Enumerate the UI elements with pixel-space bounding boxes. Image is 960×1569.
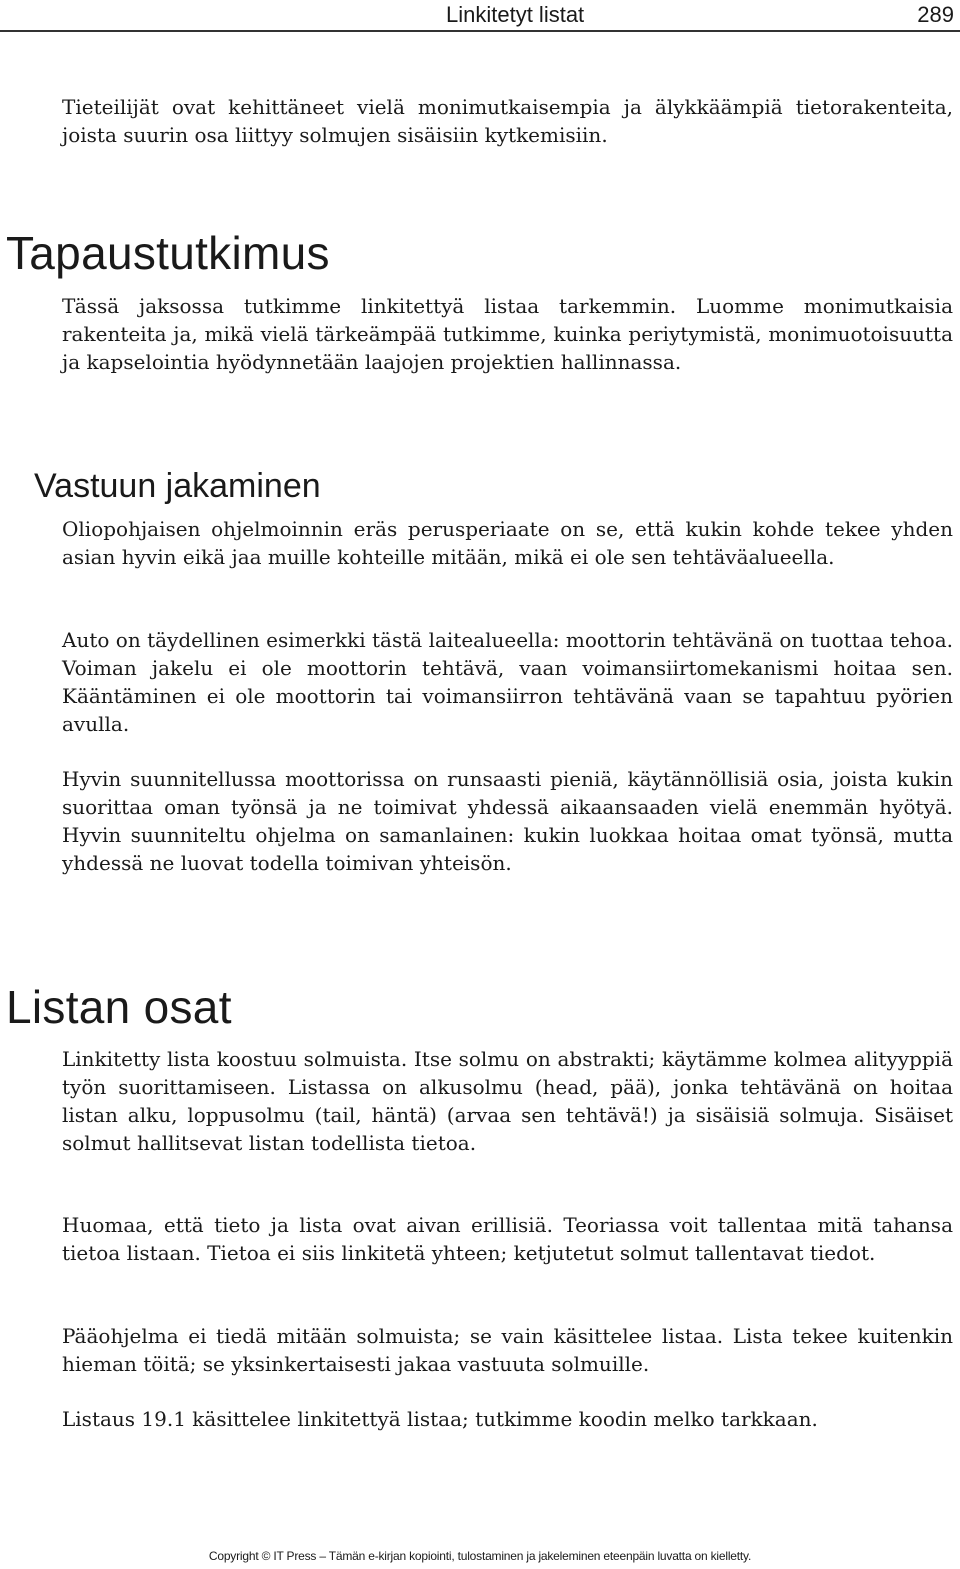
page-header bbox=[0, 0, 960, 32]
section-heading-case-study: Tapaustutkimus bbox=[6, 227, 330, 279]
case-study-paragraph: Tässä jaksossa tutkimme linkitettyä listaa tarkemmin. Luomme monimutkaisia rakenteita ja, mikä vielä tärkeämpää tutkimme, kuinka periytymistä, monimuotoisuutta ja kapselointia hyödynnetään laajojen projektien hallinnassa. bbox=[62, 294, 953, 374]
list-parts-paragraph-4: Listaus 19.1 käsittelee linkitettyä listaa; tutkimme koodin melko tarkkaan. bbox=[62, 1407, 818, 1431]
section-heading-list-parts: Listan osat bbox=[6, 981, 232, 1033]
list-parts-paragraph-2: Huomaa, että tieto ja lista ovat aivan erillisiä. Teoriassa voit tallentaa mitä tahansa tietoa listaan. Tietoa ei siis linkitetä yhteen; ketjutetut solmut tallentavat tiedot. bbox=[62, 1213, 953, 1265]
list-parts-paragraph-3: Pääohjelma ei tiedä mitään solmuista; se vain käsittelee listaa. Lista tekee kuitenkin hieman töitä; se yksinkertaisesti jakaa vastuuta solmuille. bbox=[62, 1324, 953, 1376]
copyright-footer: Copyright © IT Press – Tämän e-kirjan kopiointi, tulostaminen ja jakeleminen eteenpäin luvatta on kielletty. bbox=[208, 1549, 752, 1563]
responsibility-paragraph-1: Oliopohjaisen ohjelmoinnin eräs perusperiaate on se, että kukin kohde tekee yhden asian hyvin eikä jaa muille kohteille mitään, mikä ei ole sen tehtäväalueella. bbox=[62, 517, 953, 569]
responsibility-paragraph-3: Hyvin suunnitellussa moottorissa on runsaasti pieniä, käytännöllisiä osia, joista kukin suorittaa oman työnsä ja ne toimivat yhdessä aikaansaaden vielä enemmän hyötyä. Hyvin suunniteltu ohjelma on samanlainen: kukin luokkaa hoitaa omat työnsä, mutta yhdessä ne luovat todella toimivan yhteisön. bbox=[62, 767, 953, 875]
section-heading-responsibility: Vastuun jakaminen bbox=[34, 467, 321, 505]
responsibility-paragraph-2: Auto on täydellinen esimerkki tästä laitealueella: moottorin tehtävänä on tuottaa tehoa. Voiman jakelu ei ole moottorin tehtävä, vaan voimansiirtomekanismi hoitaa sen. Kääntäminen ei ole moottorin tai voimansiirron tehtävänä vaan se tapahtuu pyörien avulla. bbox=[62, 628, 953, 736]
list-parts-paragraph-1: Linkitetty lista koostuu solmuista. Itse solmu on abstrakti; käytämme kolmea alityyppiä työn suorittamiseen. Listassa on alkusolmu (head, pää), jonka tehtävänä on hoitaa listan alku, loppusolmu (tail, häntä) (arvaa sen tehtävä!) ja sisäisiä solmuja. Sisäiset solmut hallitsevat listan todellista tietoa. bbox=[62, 1047, 953, 1155]
page-number: 289 bbox=[917, 2, 954, 27]
intro-paragraph: Tieteilijät ovat kehittäneet vielä monimutkaisempia ja älykkäämpiä tietorakenteita, joista suurin osa liittyy solmujen sisäisiin kytkemisiin. bbox=[62, 95, 953, 147]
running-title: Linkitetyt listat bbox=[446, 2, 585, 27]
